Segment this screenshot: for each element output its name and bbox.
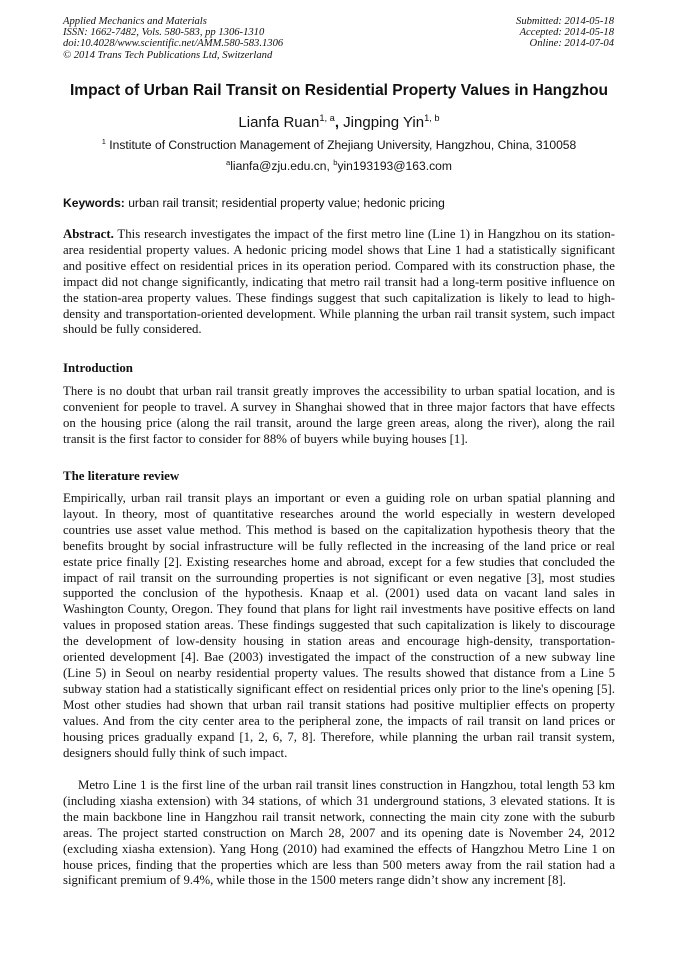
paper-title: Impact of Urban Rail Transit on Residential Property Values in Hangzhou <box>69 82 609 99</box>
introduction-paragraph: There is no doubt that urban rail transit greatly improves the accessibility to urban spatial location, and is convenient for people to travel. A survey in Shanghai showed that in three major factors that have effects on the housing price (along the rail transit, around the large green areas, along the river), along the rail transit is the first factor to consider for 88% of buyers while buying houses [1]. <box>63 384 615 446</box>
abstract-text: This research investigates the impact of the first metro line (Line 1) in Hangzhou on its station-area residential property values. A hedonic pricing model shows that Line 1 had a statistically significant and positive effect on residential prices in its operation period. Compared with its construction phase, the impact did not change significantly, indicating that metro rail transit had a long-term positive influence on the station-area property values. These findings suggest that such capitalization is likely to lead to high-density and transportation-oriented development. While planning the urban rail transit system, such impact should be fully considered. <box>63 227 615 337</box>
journal-info <box>63 16 283 61</box>
copyright-line: © 2014 Trans Tech Publications Ltd, Switzerland <box>63 49 273 61</box>
submitted-date: Submitted: 2014-05-18 <box>516 16 614 27</box>
keywords <box>63 196 615 211</box>
author-emails <box>40 159 638 174</box>
author-name: Lianfa Ruan <box>238 114 320 131</box>
author-name: Jingping Yin <box>343 114 425 131</box>
section-heading-literature-review: The literature review <box>63 469 180 483</box>
author-affiliation-mark: 1, b <box>424 113 440 123</box>
submission-dates <box>516 16 614 50</box>
affiliation <box>40 138 638 153</box>
journal-name: Applied Mechanics and Materials <box>63 16 207 27</box>
affiliation-text: Institute of Construction Management of Zhejiang University, Hangzhou, China, 310058 <box>109 138 577 152</box>
issn-line: ISSN: 1662-7482, Vols. 580-583, pp 1306-1310 <box>63 27 265 39</box>
keywords-label: Keywords: <box>63 196 125 210</box>
abstract <box>63 227 615 338</box>
literature-paragraph-1: Empirically, urban rail transit plays an important or even a guiding role on urban spatial planning and layout. In theory, most of quantitative researches around the world especially in western developed countries use asset value method. This method is based on the capitalization hypothesis theory that the benefits brought by social infrastructure will be fully reflected in the increasing of the land price or real estate price finally [2]. Existing researches home and abroad, except for a few studies that concluded the impact of rail transit on the surrounding properties is not significant or even negative [3], most studies supported the conclusion of the hypothesis. Knaap et al. (2001) used data on vacant land sales in Washington County, Oregon. They found that plans for light rail investments have positive effects on land values in proposed station areas. These findings suggested that such capitalization is likely to discourage the development of low-density housing in station areas and encourage high-density, transportation-oriented development [4]. Bae (2003) investigated the impact of the construction of a new subway line (Line 5) in Seoul on nearby residential property values. The results showed that distance from a Line 5 subway station had a statistically significant effect on residential prices only prior to the line's opening [5]. Most other studies had shown that urban rail transit stations had positive multiplier effects on property values. And from the city center area to the peripheral zone, the impacts of rail transit on land prices or housing prices gradually expand [1, 2, 6, 7, 8]. Therefore, while planning the urban rail transit system, designers should fully think of such impact. <box>63 491 615 760</box>
keywords-text: urban rail transit; residential property value; hedonic pricing <box>128 196 445 210</box>
author-separator: , <box>334 114 339 131</box>
literature-paragraph-2: Metro Line 1 is the first line of the urban rail transit lines construction in Hangzhou, total length 53 km (including xiasha extension) with 34 stations, of which 31 underground stations, 3 elevated stations. It is the main backbone line in Hangzhou rail transit network, connecting the main city zone with the suburb areas. The project started construction on March 28, 2007 and its opening date is November 24, 2012 (excluding xiasha extension). Yang Hong (2010) had examined the effects of Hangzhou Metro Line 1 on house prices, finding that the properties which are less than 500 meters away from the rail station had a significant premium of 9.4%, while those in the 1500 meters range didn’t show any increment [8]. <box>63 778 615 888</box>
email-address[interactable]: yin193193@163.com <box>337 159 452 173</box>
author-affiliation-mark: 1, a <box>319 113 335 123</box>
doi-line: doi:10.4028/www.scientific.net/AMM.580-583.1306 <box>63 38 284 50</box>
email-mark: a <box>226 157 231 167</box>
email-mark: b <box>333 157 338 167</box>
author-list <box>40 114 638 132</box>
email-address[interactable]: lianfa@zju.edu.cn, <box>230 159 330 173</box>
affiliation-mark: 1 <box>101 136 106 146</box>
abstract-label: Abstract. <box>63 227 114 241</box>
accepted-date: Accepted: 2014-05-18 <box>519 27 614 39</box>
section-heading-introduction: Introduction <box>63 361 133 375</box>
online-date: Online: 2014-07-04 <box>529 38 614 50</box>
